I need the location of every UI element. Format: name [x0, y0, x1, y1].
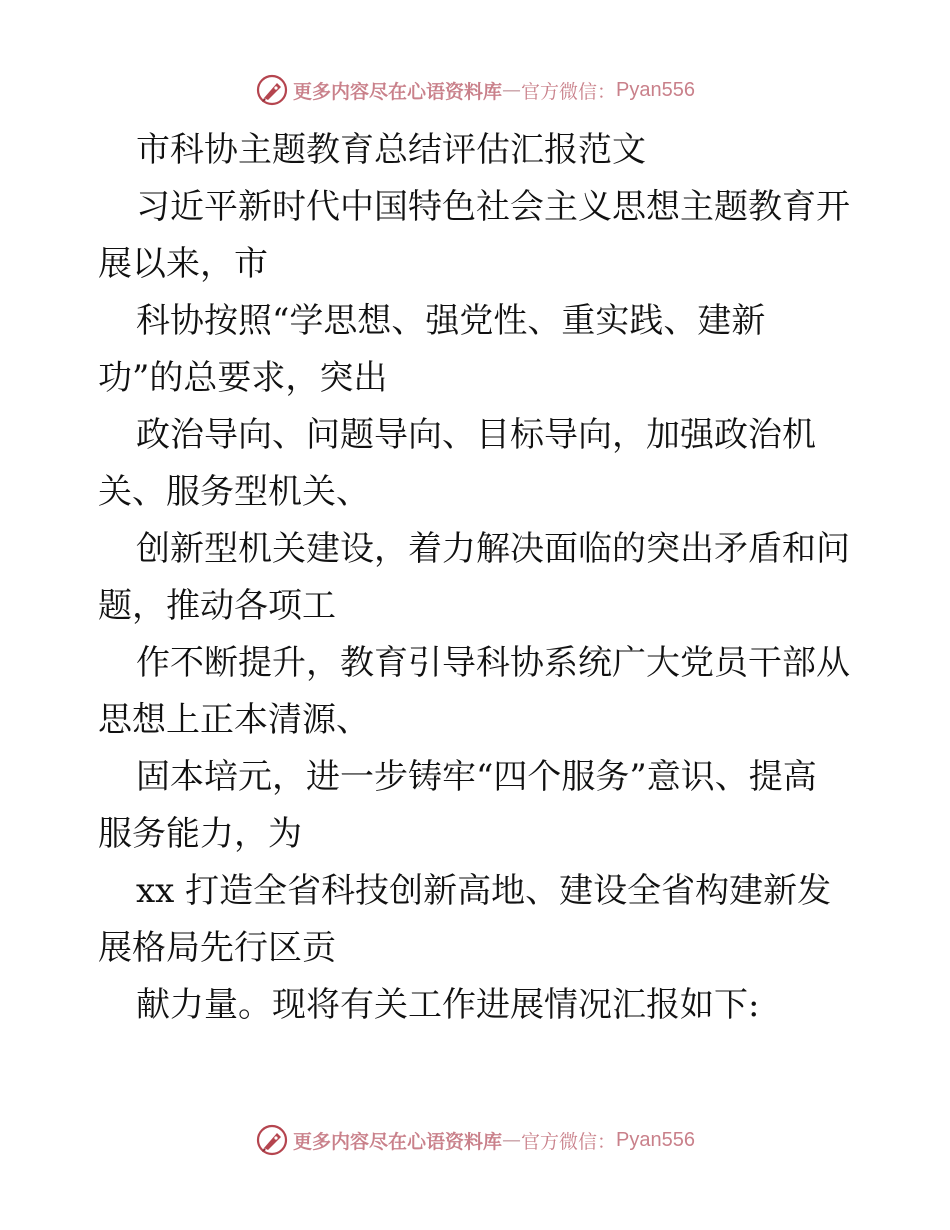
- body-line: 创新型机关建设，着力解决面临的突出矛盾和问: [136, 529, 850, 569]
- document-title: 市科协主题教育总结评估汇报范文: [136, 130, 646, 170]
- body-line: 习近平新时代中国特色社会主义思想主题教育开: [136, 187, 850, 227]
- body-line: xx 打造全省科技创新高地、建设全省构建新发: [136, 871, 832, 911]
- body-line: 固本培元，进一步铸牢“四个服务”意识、提高: [136, 757, 817, 797]
- body-line: 展格局先行区贡: [98, 928, 336, 968]
- footer-watermark-banner: [0, 1120, 950, 1160]
- document-body: [98, 122, 868, 1034]
- footer-dash: —: [502, 1129, 522, 1151]
- footer-site-text: 更多内容尽在心语资料库: [293, 1130, 503, 1153]
- footer-wechat-id: Pyan556: [616, 1128, 695, 1151]
- body-line: 科协按照“学思想、强党性、重实践、建新: [136, 301, 766, 341]
- header-wechat-label: 官方微信：: [521, 80, 617, 103]
- header-dash: —: [502, 79, 522, 101]
- header-watermark-banner: [0, 70, 950, 110]
- pen-nib-logo-icon: [255, 73, 289, 107]
- header-site-text: 更多内容尽在心语资料库: [293, 80, 503, 103]
- body-line: 关、服务型机关、: [98, 472, 370, 512]
- body-line: 思想上正本清源、: [98, 700, 370, 740]
- body-line: 功”的总要求，突出: [98, 358, 388, 398]
- pen-nib-logo-icon: [255, 1123, 289, 1157]
- body-line: 献力量。现将有关工作进展情况汇报如下:: [136, 985, 760, 1025]
- body-line: 展以来，市: [98, 244, 268, 284]
- body-line: 服务能力，为: [98, 814, 302, 854]
- footer-wechat-label: 官方微信：: [521, 1130, 617, 1153]
- body-line: 作不断提升，教育引导科协系统广大党员干部从: [136, 643, 850, 683]
- body-line: 题，推动各项工: [98, 586, 336, 626]
- header-wechat-id: Pyan556: [616, 78, 695, 101]
- body-line: 政治导向、问题导向、目标导向，加强政治机: [136, 415, 816, 455]
